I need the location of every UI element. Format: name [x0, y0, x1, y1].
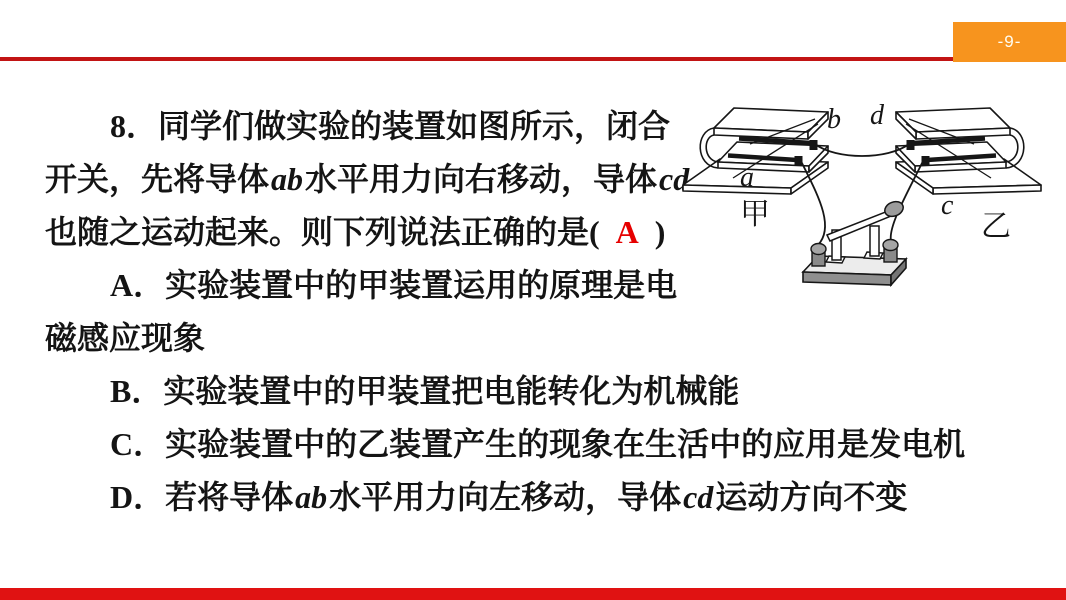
question-text: ) — [654, 214, 666, 250]
option-a-text: A．实验装置中的甲装置运用的原理是电 — [110, 267, 678, 303]
option-c-text: C．实验装置中的乙装置产生的现象在生活中的应用是发电机 — [110, 426, 966, 462]
answer-letter: A — [615, 214, 639, 250]
magnet-apparatus-right — [896, 108, 1041, 194]
option-c — [45, 418, 1035, 471]
page-number: -9- — [997, 32, 1022, 51]
option-d — [45, 471, 1035, 524]
question-text: 也随之运动起来。则下列说法正确的是( — [45, 214, 600, 250]
option-d-text: D．若将导体 — [110, 479, 294, 515]
option-b-text: B．实验装置中的甲装置把电能转化为机械能 — [110, 373, 740, 409]
switch-terminal-left-cap — [811, 244, 826, 255]
question-text: 8．同学们做实验的装置如图所示，闭合 — [110, 108, 671, 144]
wire-b-to-d — [815, 144, 909, 156]
question-text: 水平用力向右移动，导体 — [305, 161, 658, 197]
question-text: 开关，先将导体 — [45, 161, 270, 197]
knife-switch — [803, 199, 906, 285]
variable-cd: cd — [659, 161, 690, 197]
conductor-label-c: c — [941, 190, 954, 221]
variable-ab: ab — [295, 479, 328, 515]
switch-upright-right — [870, 226, 879, 256]
option-b — [45, 365, 1035, 418]
option-a-line-2 — [45, 312, 1035, 365]
page-number-badge — [953, 22, 1066, 62]
switch-base-front — [803, 272, 891, 285]
variable-ab: ab — [271, 161, 304, 197]
magnet-apparatus-left — [683, 108, 828, 194]
conductor-label-d: d — [870, 100, 884, 131]
top-divider-line — [0, 57, 1066, 61]
bottom-divider-bar — [0, 588, 1066, 600]
conductor-label-a: a — [740, 162, 754, 193]
device-label-right: 乙 — [981, 210, 1011, 243]
device-label-left: 甲 — [740, 198, 770, 231]
variable-cd: cd — [683, 479, 714, 515]
option-d-text: 水平用力向左移动，导体 — [329, 479, 682, 515]
switch-terminal-right-cap — [883, 240, 898, 251]
conductor-label-b: b — [827, 104, 841, 135]
experiment-figure — [676, 86, 1064, 310]
option-d-text: 运动方向不变 — [715, 479, 908, 515]
switch-lever-blade — [827, 211, 891, 241]
option-a-text: 磁感应现象 — [45, 320, 206, 356]
